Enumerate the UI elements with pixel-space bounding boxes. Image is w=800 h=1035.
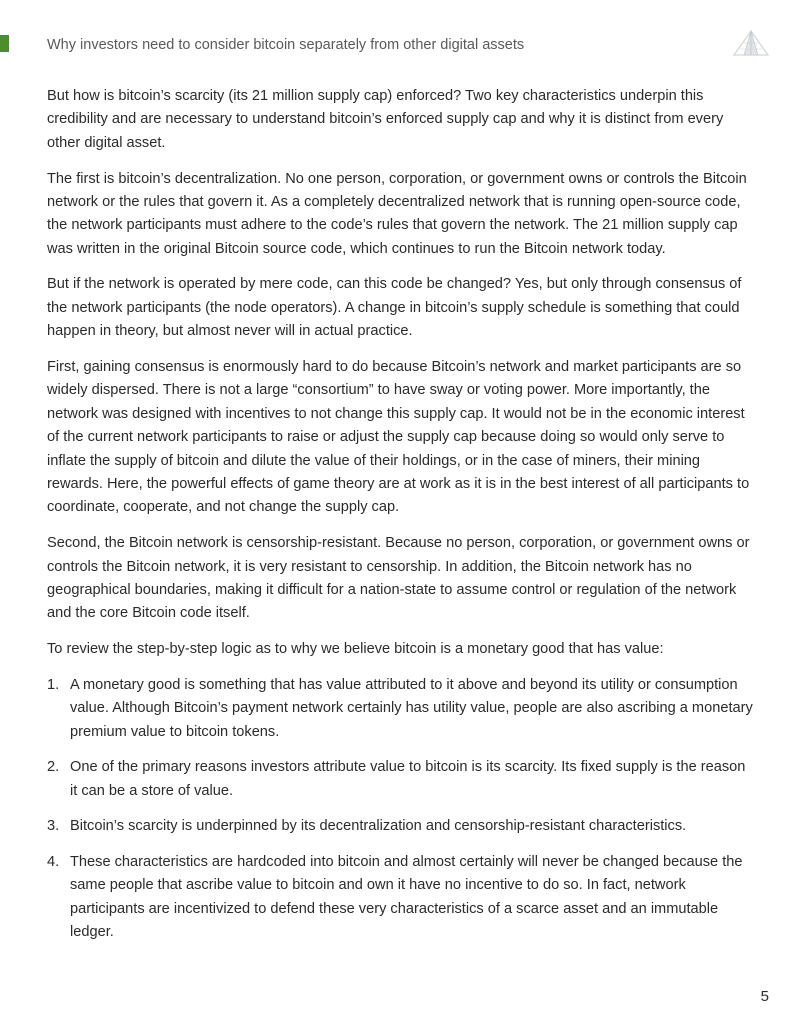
list-item-text: One of the primary reasons investors attribute value to bitcoin is its scarcity. Its fixed supply is the reason it can be a store of value. [70,759,746,799]
numbered-list [47,674,755,945]
list-item-text: Bitcoin’s scarcity is underpinned by its decentralization and censorship-resistant characteristics. [70,818,687,835]
triangle-logo-icon [733,29,769,57]
main-content [47,85,755,957]
list-item [47,674,755,744]
header-accent-bar [0,35,9,52]
body-paragraph: Second, the Bitcoin network is censorship-resistant. Because no person, corporation, or government owns or controls the Bitcoin network, it is very resistant to censorship. In addition, the Bitcoin network has no geographical boundaries, making it difficult for a nation-state to assume control or regulation of the network and the core Bitcoin code itself. [47,535,750,622]
list-item-number: 3. [47,818,60,835]
list-item [47,851,755,945]
list-item-text: These characteristics are hardcoded into bitcoin and almost certainly will never be changed because the same people that ascribe value to bitcoin and own it have no incentive to do so. In fact, network participants are incentivized to defend these very characteristics of a scarce asset and an immutable ledger. [70,854,743,941]
body-paragraph: First, gaining consensus is enormously hard to do because Bitcoin’s network and market participants are so widely dispersed. There is not a large “consortium” to have sway or voting power. More importantly, the network was designed with incentives to not change this supply cap. It would not be in the economic interest of the current network participants to raise or adjust the supply cap because doing so would only serve to inflate the supply of bitcoin and dilute the value of their holdings, or in the case of miners, their mining rewards. Here, the powerful effects of game theory are at work as it is in the best interest of all participants to coordinate, cooperate, and not change the supply cap. [47,358,750,516]
body-paragraph: To review the step-by-step logic as to why we believe bitcoin is a monetary good that has value: [47,641,664,658]
body-paragraph: But if the network is operated by mere code, can this code be changed? Yes, but only through consensus of the network participants (the node operators). A change in bitcoin’s supply schedule is something that could happen in theory, but almost never will in actual practice. [47,276,742,340]
list-item-number: 1. [47,676,60,693]
list-item-number: 4. [47,854,60,871]
list-item-text: A monetary good is something that has value attributed to it above and beyond its utility or consumption value. Although Bitcoin’s payment network certainly has utility value, people are also ascribing a monetary premium value to bitcoin tokens. [70,676,753,740]
list-item [47,756,755,803]
body-paragraph: But how is bitcoin’s scarcity (its 21 million supply cap) enforced? Two key characteristics underpin this credibility and are necessary to understand bitcoin’s enforced supply cap and why it is distinct from every other digital asset. [47,88,724,151]
page-number: 5 [760,988,769,1005]
body-paragraph: The first is bitcoin’s decentralization. No one person, corporation, or government owns or controls the Bitcoin network or the rules that govern it. As a completely decentralized network that is running open-source code, the network participants must adhere to the code’s rules that govern the network. The 21 million supply cap was written in the original Bitcoin source code, which continues to run the Bitcoin network today. [47,170,747,257]
list-item [47,815,755,838]
running-header-title: Why investors need to consider bitcoin separately from other digital assets [47,37,525,53]
list-item-number: 2. [47,759,60,776]
